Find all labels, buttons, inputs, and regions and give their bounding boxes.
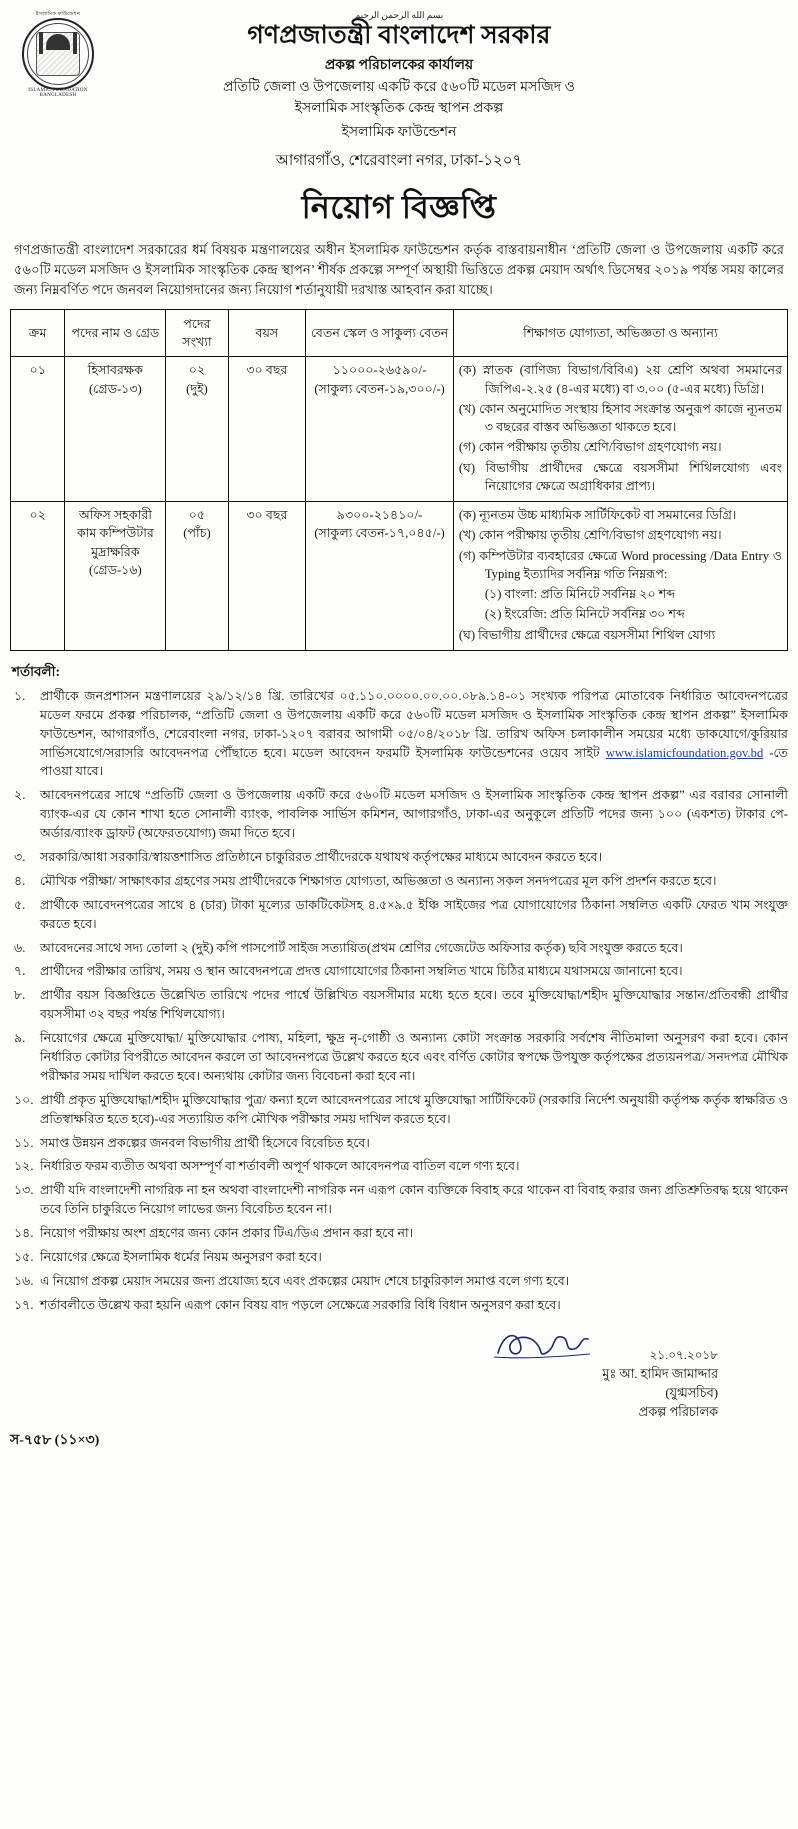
item-number: ২. bbox=[14, 788, 26, 803]
project-line-1: প্রতিটি জেলা ও উপজেলায় একটি করে ৫৬০টি মডেল মসজিদ ও bbox=[223, 79, 575, 95]
conditions-title: শর্তাবলী: bbox=[12, 663, 60, 679]
logo-top-text: ইসলামিক ফাউন্ডেশন bbox=[35, 12, 81, 17]
list-item bbox=[10, 1091, 788, 1129]
list-item bbox=[10, 1029, 788, 1086]
qualification-subitem: (২) ইংরেজি: প্রতি মিনিটে সর্বনিম্ন ৩০ শব্দ bbox=[484, 607, 685, 622]
item-text: নিয়োগের ক্ষেত্রে ইসলামিক ধর্মের নিয়ম অনুসরণ করা হবে। bbox=[40, 1250, 322, 1265]
cell-pay bbox=[306, 502, 454, 651]
cell-post bbox=[65, 357, 166, 502]
item-number: ৮. bbox=[14, 988, 26, 1003]
item-number: ৪. bbox=[14, 873, 26, 888]
item-text: মৌখিক পরীক্ষা/ সাক্ষাৎকার গ্রহণের সময় প্রার্থীদেরকে শিক্ষাগত যোগ্যতা, অভিজ্ঞতা ও অন্যান্য সকল সনদপত্রের মূল কপি প্রদর্শন করতে হবে। bbox=[40, 873, 717, 888]
list-item bbox=[10, 939, 788, 958]
table-row bbox=[11, 502, 788, 651]
post-count-word: (দুই) bbox=[186, 381, 208, 396]
intro-paragraph: গণপ্রজাতন্ত্রী বাংলাদেশ সরকারের ধর্ম বিষয়ক মন্ত্রণালয়ের অধীন ইসলামিক ফাউন্ডেশন কর্তৃক বাস্তবায়নাধীন ‘প্রতিটি জেলা ও উপজেলায় একটি করে ৫৬০টি মডেল মসজিদ ও ইসলামিক সাংস্কৃতিক কেন্দ্র স্থাপন’ শীর্ষক প্রকল্পে সম্পূর্ণ অস্থায়ী ভিত্তিতে প্রকল্প মেয়াদ অর্থাৎ ডিসেম্বর ২০১৯ পর্যন্ত সময় কালের জন্য নিম্নবর্ণিত পদে জনবল নিয়োগদানের জন্য নিয়োগ শর্তানুযায়ী দরখাস্ত আহবান করা যাচ্ছে। bbox=[14, 241, 784, 298]
list-item bbox=[10, 1296, 788, 1315]
item-number: ৫. bbox=[14, 897, 26, 912]
pay-gross: (সাকুল্য বেতন-১৯,৩০০/-) bbox=[314, 381, 445, 396]
item-number: ৩. bbox=[14, 850, 26, 865]
post-grade: (গ্রেড-১৩) bbox=[88, 381, 142, 396]
item-text: প্রার্থীকে জনপ্রশাসন মন্ত্রণালয়ের ২৯/১২/১৪ খ্রি. তারিখের ০৫.১১০.০০০০.০০.০০.০৮৯.১৪-০১ সংখ্যক পরিপত্র মোতাবেক নির্ধারিত আবেদনপত্রের মডেল ফরমে প্রকল্প পরিচালক, “প্রতিটি জেলা ও উপজেলায় একটি করে ৫৬০টি মডেল মসজিদ ও ইসলামিক সাংস্কৃতিক কেন্দ্র স্থাপন প্রকল্প” ইসলামিক ফাউন্ডেশন, আগারগাঁও, শেরেবাংলা নগর, ঢাকা-১২০৭ বরাবর আগামী ০৫/০৪/২০১৮ খ্রি. তারিখ অফিস চলাকালীন সময়ের মধ্যে ডাকযোগে/কুরিয়ার সার্ভিসযোগে/সরাসরি আবেদনপত্র পৌঁছাতে হবে। মডেল আবেদন ফরমটি ইসলামিক ফাউন্ডেশনের ওয়েব সাইট bbox=[40, 688, 788, 760]
signatory-designation: (যুগ্মসচিব) bbox=[665, 1386, 718, 1401]
post-count: ০৫ bbox=[188, 508, 206, 523]
islamic-foundation-logo-icon bbox=[16, 10, 100, 98]
item-text: নিয়োগের ক্ষেত্রে মুক্তিযোদ্ধা/ মুক্তিযোদ্ধার পোষ্য, মহিলা, ক্ষুদ্র নৃ-গোষ্ঠী ও অন্যান্য কোটা সংক্রান্ত সরকারি সর্বশেষ নীতিমালা অনুসরণ করা হবে। কোন নির্ধারিত কোটার বিপরীতে আবেদন করলে তা আবেদনপত্রে উল্লেখ করতে হবে এবং বর্ণিত কোটার স্বপক্ষে উপযুক্ত কর্তৃপক্ষের প্রত্যয়নপত্র/ সনদপত্র মৌখিক পরীক্ষার সময় দাখিল করতে হবে। অন্যথায় কোটার জন্য বিবেচনা করা হবে না। bbox=[40, 1031, 788, 1083]
item-number: ১৬. bbox=[14, 1273, 34, 1288]
qualification-item: (গ) কোন পরীক্ষায় তৃতীয় শ্রেণি/বিভাগ গ্রহণযোগ্য নয়। bbox=[458, 440, 722, 455]
item-number: ১০. bbox=[14, 1092, 34, 1107]
office-address: আগারগাঁও, শেরেবাংলা নগর, ঢাকা-১২০৭ bbox=[275, 152, 523, 169]
cell-serial: ০১ bbox=[11, 357, 65, 502]
list-item bbox=[10, 687, 788, 781]
item-number: ১৭. bbox=[14, 1297, 34, 1312]
item-text: নির্ধারিত ফরম ব্যতীত অথবা অসম্পূর্ণ বা শর্তাবলী অপূর্ণ থাকলে আবেদনপত্র বাতিল বলে গণ্য হবে। bbox=[40, 1159, 520, 1174]
qualification-item: (ঘ) বিভাগীয় প্রার্থীদের ক্ষেত্রে বয়সসীমা শিথিলযোগ্য এবং নিয়োগের ক্ষেত্রে অগ্রাধিকার প্রাপ্য। bbox=[458, 460, 782, 493]
list-item bbox=[10, 1157, 788, 1176]
cell-count bbox=[166, 357, 228, 502]
item-text: আবেদনের সাথে সদ্য তোলা ২ (দুই) কপি পাসপোর্ট সাইজ সত্যায়িত(প্রথম শ্রেণির গেজেটেড অফিসার কর্তৃক) ছবি সংযুক্ত করতে হবে। bbox=[40, 940, 683, 955]
item-number: ১. bbox=[14, 688, 26, 703]
qualification-item: (খ) কোন অনুমোদিত সংস্থায় হিসাব সংক্রান্ত অনুরূপ কাজে ন্যূনতম ৩ বছরের বাস্তব অভিজ্ঞতা থাকতে হবে। bbox=[458, 401, 782, 435]
page-title: নিয়োগ বিজ্ঞপ্তি bbox=[301, 188, 497, 225]
item-number: ১৩. bbox=[14, 1183, 34, 1198]
organization-name: ইসলামিক ফাউন্ডেশন bbox=[341, 124, 457, 140]
item-number: ৭. bbox=[14, 964, 26, 979]
qualification-item: (খ) কোন পরীক্ষায় তৃতীয় শ্রেণি/বিভাগ গ্রহণযোগ্য নয়। bbox=[458, 528, 722, 543]
post-count: ০২ bbox=[188, 363, 206, 378]
list-item bbox=[10, 848, 788, 867]
office-name: প্রকল্প পরিচালকের কার্যালয় bbox=[324, 57, 474, 73]
list-item bbox=[10, 1134, 788, 1153]
pay-scale: ১১০০০-২৬৫৯০/- bbox=[332, 363, 427, 378]
item-number: ১২. bbox=[14, 1159, 34, 1174]
footer-code: স-৭৫৮ (১১×৩) bbox=[10, 1433, 100, 1449]
item-text: প্রার্থী যদি বাংলাদেশী নাগরিক না হন অথবা বাংলাদেশী নাগরিক নন এরূপ কোন ব্যক্তিকে বিবাহ করে থাকেন বা বিবাহ করার জন্য প্রতিশ্রুতিবদ্ধ হয়ে থাকেন তবে তিনি চাকুরিতে নিয়োগ লাভের জন্য বিবেচিত হবেন না। bbox=[40, 1183, 788, 1217]
item-text: শর্তাবলীতে উল্লেখ করা হয়নি এরূপ কোন বিষয় বাদ পড়লে সেক্ষেত্রে সরকারি বিধি বিধান অনুসরণ করা হবে। bbox=[40, 1297, 561, 1312]
list-item bbox=[10, 1224, 788, 1243]
cell-age: ৩০ বছর bbox=[228, 502, 306, 651]
item-text: সরকারি/আধা সরকারি/স্বায়ত্তশাসিত প্রতিষ্ঠানে চাকুরিরত প্রার্থীদেরকে যথাযথ কর্তৃপক্ষের মাধ্যমে আবেদন করতে হবে। bbox=[40, 850, 603, 865]
post-grade: (গ্রেড-১৬) bbox=[88, 562, 142, 577]
list-item bbox=[10, 1181, 788, 1219]
item-text: আবেদনপত্রের সাথে “প্রতিটি জেলা ও উপজেলায় একটি করে ৫৬০টি মডেল মসজিদ ও ইসলামিক সাংস্কৃতিক কেন্দ্র স্থাপন প্রকল্প” এর বরাবর সোনালী ব্যাংক-এর যে কোন শাখা হতে সোনালী ব্যাংক, পাবলিক সার্ভিস কমিশন, আগারগাঁও, ঢাকা-এর অনুকূলে প্রতিটি পদের জন্য ১০০ (একশত) টাকার পে-অর্ডার/ব্যাংক ড্রাফট (অফেরতযোগ্য) জমা দিতে হবে। bbox=[40, 788, 788, 841]
item-text: এ নিয়োগ প্রকল্প মেয়াদ সময়ের জন্য প্রযোজ্য হবে এবং প্রকল্পের মেয়াদ শেষে চাকুরিকাল সমাপ্ত বলে গণ্য হবে। bbox=[40, 1273, 570, 1288]
vacancy-table bbox=[10, 309, 788, 651]
signatory-role: প্রকল্প পরিচালক bbox=[638, 1405, 718, 1420]
cell-serial: ০২ bbox=[11, 502, 65, 651]
pay-scale: ৯৩০০-২১৪১০/- bbox=[336, 508, 423, 523]
qualification-item: (ঘ) বিভাগীয় প্রার্থীদের ক্ষেত্রে বয়সসীমা শিথিল যোগ্য bbox=[458, 627, 716, 642]
cell-age: ৩০ বছর bbox=[228, 357, 306, 502]
islamic-foundation-website-link[interactable]: www.islamicfoundation.gov.bd bbox=[605, 745, 764, 760]
item-text: প্রার্থীদের পরীক্ষার তারিখ, সময় ও স্থান আবেদনপত্রে প্রদত্ত যোগাযোগের ঠিকানা সম্বলিত খামে চিঠির মাধ্যমে যথাসময়ে জানানো হবে। bbox=[40, 964, 683, 979]
project-line-2: ইসলামিক সাংস্কৃতিক কেন্দ্র স্থাপন প্রকল্প bbox=[294, 100, 504, 116]
qualification-item: (ক) স্নাতক (বাণিজ্য বিভাগ/বিবিএ) ২য় শ্রেণি অথবা সমমানের জিপিএ-২.২৫ (৪-এর মধ্যে) বা ৩.০০ (৫-এর মধ্যে) ডিগ্রি। bbox=[458, 363, 782, 396]
table-row bbox=[11, 357, 788, 502]
item-number: ১৫. bbox=[14, 1250, 34, 1265]
cell-pay bbox=[306, 357, 454, 502]
th-serial: ক্রম bbox=[11, 309, 65, 357]
list-item bbox=[10, 786, 788, 843]
item-text: সমাপ্ত উন্নয়ন প্রকল্পের জনবল বিভাগীয় প্রার্থী হিসেবে বিবেচিত হবে। bbox=[40, 1135, 370, 1150]
th-count: পদের সংখ্যা bbox=[166, 309, 228, 357]
th-age: বয়স bbox=[228, 309, 306, 357]
qualification-subitem: (১) বাংলা: প্রতি মিনিটে সর্বনিম্ন ২০ শব্দ bbox=[484, 587, 676, 602]
item-number: ৬. bbox=[14, 940, 26, 955]
list-item bbox=[10, 1272, 788, 1291]
item-text: প্রার্থীর বয়স বিজ্ঞপ্তিতে উল্লেখিত তারিখে পদের পার্শ্বে উল্লিখিত বয়সসীমার মধ্যে হতে হবে। তবে মুক্তিযোদ্ধা/শহীদ মুক্তিযোদ্ধার সন্তান/প্রতিবন্ধী প্রার্থীর বয়সসীমা ৩২ বছর পর্যন্ত শিথিলযোগ্য। bbox=[40, 988, 788, 1022]
item-text-cont: -তে পাওয়া যাবে। bbox=[40, 745, 789, 779]
th-qualification: শিক্ষাগত যোগ্যতা, অভিজ্ঞতা ও অন্যান্য bbox=[453, 309, 787, 357]
cell-count bbox=[166, 502, 228, 651]
item-number: ১১. bbox=[14, 1135, 34, 1150]
item-text: প্রার্থী প্রকৃত মুক্তিযোদ্ধা/শহীদ মুক্তিযোদ্ধার পুত্র/ কন্যা হলে আবেদনপত্রের সাথে মুক্তিযোদ্ধা সার্টিফিকেট (সরকারি নির্দেশ অনুযায়ী কর্তৃপক্ষ কর্তৃক স্বাক্ষরিত ও প্রতিস্বাক্ষরিত হতে হবে)-এর সত্যায়িত কপি মৌখিক পরীক্ষার সময় দাখিল করতে হবে। bbox=[40, 1092, 788, 1126]
post-count-word: (পাঁচ) bbox=[183, 526, 211, 541]
item-text: প্রার্থীকে আবেদনপত্রের সাথে ৪ (চার) টাকা মূল্যের ডাকটিকেটসহ ৪.৫×৯.৫ ইঞ্চি সাইজের পত্র যোগাযোগের ঠিকানা সম্বলিত একটি ফেরত খাম সংযুক্ত করতে হবে। bbox=[40, 897, 788, 931]
list-item bbox=[10, 1248, 788, 1267]
item-number: ৯. bbox=[14, 1031, 26, 1046]
qualification-item: (ক) ন্যূনতম উচ্চ মাধ্যমিক সার্টিফিকেট বা সমমানের ডিগ্রি। bbox=[458, 508, 737, 523]
document-header bbox=[10, 8, 788, 236]
item-text: নিয়োগ পরীক্ষায় অংশ গ্রহণের জন্য কোন প্রকার টিএ/ডিএ প্রদান করা হবে না। bbox=[40, 1226, 414, 1241]
list-item bbox=[10, 896, 788, 934]
signature-date: ২১.০৭.২০১৮ bbox=[649, 1347, 718, 1362]
cell-post bbox=[65, 502, 166, 651]
table-header-row bbox=[11, 309, 788, 357]
list-item bbox=[10, 986, 788, 1024]
bismillah-text: بسم الله الرحمن الرحيم bbox=[354, 10, 444, 20]
signatory-name: মুঃ আ. হামিদ জামাদ্দার bbox=[602, 1366, 718, 1381]
pay-gross: (সাকুল্য বেতন-১৭,০৪৫/-) bbox=[314, 526, 445, 541]
th-pay: বেতন স্কেল ও সাকুল্য বেতন bbox=[306, 309, 454, 357]
post-name: হিসাবরক্ষক bbox=[87, 363, 143, 378]
cell-qualification bbox=[453, 502, 787, 651]
post-name: অফিস সহকারী কাম কম্পিউটার মুদ্রাক্ষরিক bbox=[76, 508, 154, 559]
signature-block bbox=[10, 1327, 788, 1423]
th-post: পদের নাম ও গ্রেড bbox=[65, 309, 166, 357]
list-item bbox=[10, 872, 788, 891]
cell-qualification bbox=[453, 357, 787, 502]
handwritten-signature-icon bbox=[490, 1327, 640, 1361]
list-item bbox=[10, 962, 788, 981]
qualification-item: (গ) কম্পিউটার ব্যবহারের ক্ষেত্রে Word processing /Data Entry ও Typing ইত্যাদির সর্বনিম্ন গতি নিম্নরূপ: bbox=[458, 548, 782, 581]
item-number: ১৪. bbox=[14, 1226, 34, 1241]
government-name: গণপ্রজাতন্ত্রী বাংলাদেশ সরকার bbox=[247, 22, 551, 49]
logo-bottom-text: ISLAMIC FOUNDATION BANGLADESH bbox=[28, 88, 88, 98]
conditions-list bbox=[10, 687, 788, 1315]
